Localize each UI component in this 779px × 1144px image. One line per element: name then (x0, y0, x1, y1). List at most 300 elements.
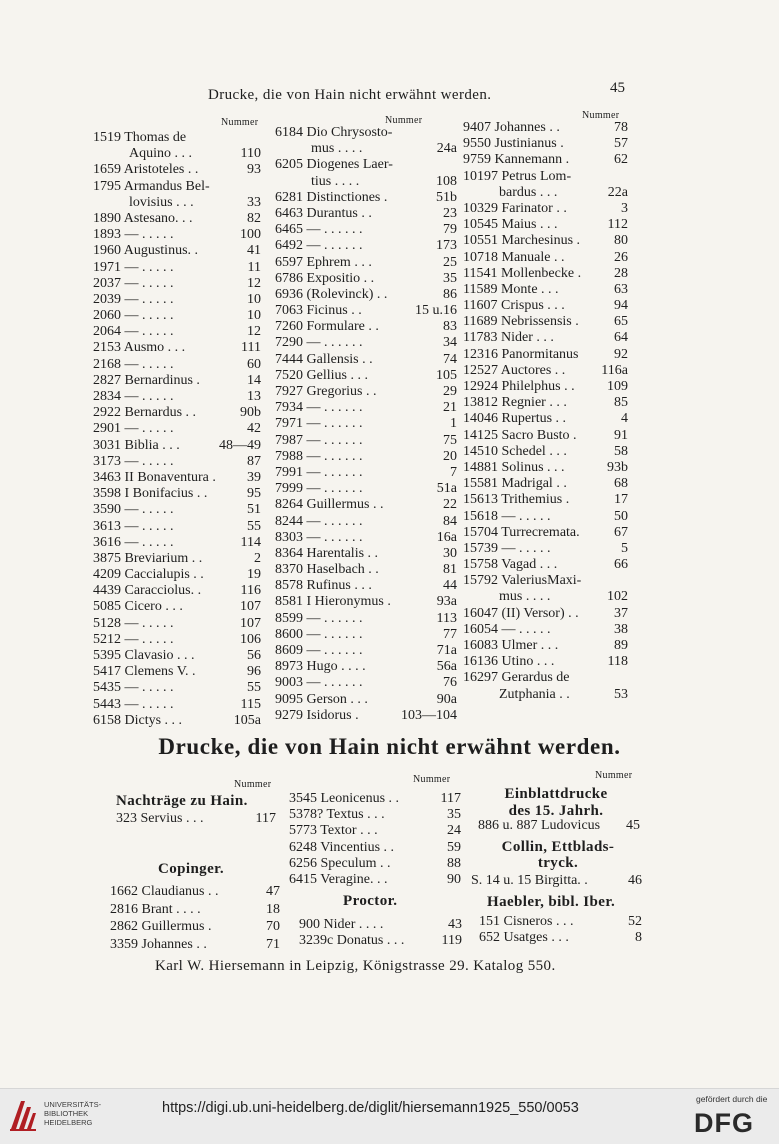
entry-number: 65 (614, 314, 628, 330)
index-entry (275, 352, 457, 368)
heading-copinger: Copinger. (158, 861, 224, 877)
entry-number: 25 (443, 254, 457, 270)
entry-label: 8581 I Hieronymus . (275, 594, 391, 610)
index-entry (463, 298, 628, 314)
entry-number: 19 (247, 567, 261, 583)
entry-number: 105 (436, 367, 457, 383)
index-entry (463, 476, 628, 492)
entry-label: 7971 — . . . . . . (275, 416, 363, 432)
index-entry (93, 502, 261, 518)
entry-number: 63 (614, 281, 628, 297)
index-entry (93, 697, 261, 713)
collin-list (471, 873, 642, 889)
entry-number: 53 (614, 686, 628, 702)
entry-number: 116a (601, 362, 628, 378)
entry-label: 900 Nider . . . . (299, 917, 384, 932)
entry-label: 3359 Johannes . . (110, 936, 207, 952)
entry-number: 83 (443, 319, 457, 335)
entry-number: 55 (247, 680, 261, 696)
index-entry (463, 379, 628, 395)
heading-haebler: Haebler, bibl. Iber. (487, 894, 616, 910)
entry-number: 173 (436, 238, 457, 254)
entry-number: 42 (247, 421, 261, 437)
entry-label: 1890 Astesano. . . (93, 210, 193, 226)
entry-number: 13 (247, 389, 261, 404)
index-entry (479, 930, 642, 946)
entry-label: 2168 — . . . . . (93, 356, 174, 372)
entry-label: 6281 Distinctiones . (275, 189, 388, 205)
index-entry (289, 807, 461, 823)
entry-label: 4209 Caccialupis . . (93, 567, 204, 583)
index-entry (463, 233, 628, 249)
index-entry (275, 190, 457, 206)
entry-label: 9003 — . . . . . . (275, 675, 363, 691)
entry-label: 10197 Petrus Lom- (463, 168, 572, 184)
index-column-3 (463, 120, 628, 703)
index-entry (116, 811, 276, 827)
entry-label: 5085 Cicero . . . (93, 599, 183, 615)
entry-label: 7063 Ficinus . . (275, 303, 362, 319)
entry-number: 116 (240, 583, 261, 599)
index-entry (275, 675, 457, 691)
entry-number: 33 (247, 194, 261, 210)
entry-label: 6786 Expositio . . (275, 270, 375, 286)
entry-number: 88 (447, 855, 461, 871)
entry-number: 24 (447, 823, 461, 839)
entry-label: 5212 — . . . . . (93, 631, 174, 647)
entry-number: 90a (436, 691, 457, 707)
index-entry (93, 664, 261, 680)
entry-number: 93 (247, 162, 261, 178)
index-entry (275, 465, 457, 481)
dfg-logo[interactable]: DFG (694, 1108, 754, 1138)
entry-number: 80 (614, 233, 628, 249)
entry-label: 15704 Turrecremata. (463, 524, 580, 540)
entry-number: 76 (443, 675, 457, 691)
publisher-footer: Karl W. Hiersemann in Leipzig, Königstrasse 29. Katalog 550. (155, 958, 556, 974)
entry-number: 67 (614, 524, 628, 540)
middle-list (289, 791, 461, 888)
index-entry (93, 340, 261, 356)
index-entry (93, 405, 261, 421)
entry-number: 93b (607, 459, 628, 475)
entry-number: 107 (240, 615, 261, 631)
index-entry (275, 708, 457, 724)
index-entry (275, 546, 457, 562)
entry-number: 108 (436, 173, 457, 189)
index-entry (93, 438, 261, 454)
index-entry (463, 169, 628, 185)
entry-number: 5 (621, 540, 628, 556)
heading-line: Collin, Ettblads- (501, 839, 615, 855)
entry-number: 29 (443, 384, 457, 399)
index-entry (93, 324, 261, 340)
entry-label: 6184 Dio Chrysosto- (275, 125, 393, 140)
index-entry (289, 840, 461, 856)
heading-proctor: Proctor. (343, 893, 398, 909)
entry-label: 3616 — . . . . . (93, 534, 174, 550)
entry-label: 6463 Durantus . . (275, 205, 372, 221)
entry-label: 11783 Nider . . . (463, 330, 554, 346)
entry-number: 12 (247, 324, 261, 340)
entry-label: 10545 Maius . . . (463, 217, 558, 233)
nachtraege-list (116, 811, 276, 827)
entry-number: 37 (614, 605, 628, 621)
entry-number: 107 (240, 599, 261, 615)
entry-label: 3239c Donatus . . . (299, 933, 405, 949)
entry-label: 2901 — . . . . . (93, 421, 174, 437)
entry-number: 93a (436, 594, 457, 610)
index-entry (463, 509, 628, 525)
library-emblem-icon (8, 1097, 38, 1133)
entry-number: 3 (621, 200, 628, 216)
entry-label: 2827 Bernardinus . (93, 372, 200, 388)
entry-label: 11589 Monte . . . (463, 281, 559, 297)
entry-number: 119 (441, 933, 462, 949)
entry-number: 43 (448, 917, 462, 932)
permalink-url[interactable]: https://digi.ub.uni-heidelberg.de/diglit/hiersemann1925_550/0053 (162, 1100, 579, 1116)
entry-label: 1662 Claudianus . . (110, 884, 219, 899)
entry-label: 5417 Clemens V. . (93, 664, 196, 680)
entry-number: 90 (447, 871, 461, 887)
entry-label: 8370 Haselbach . . (275, 562, 379, 578)
index-entry (463, 492, 628, 508)
entry-number: 41 (247, 243, 261, 259)
entry-number: 51 (247, 502, 261, 518)
entry-number: 78 (614, 120, 628, 135)
entry-label: 7444 Gallensis . . (275, 351, 373, 367)
index-entry (463, 638, 628, 654)
entry-number: 56 (247, 648, 261, 663)
index-entry (93, 162, 261, 178)
index-entry (463, 606, 628, 622)
entry-label: 2816 Brant . . . . (110, 901, 201, 917)
index-entry (110, 936, 280, 954)
entry-label: 15613 Trithemius . (463, 492, 570, 508)
section-title: Drucke, die von Hain nicht erwähnt werden. (158, 734, 621, 759)
index-entry (275, 611, 457, 627)
index-entry (93, 535, 261, 551)
entry-number: 70 (266, 919, 280, 934)
index-entry (93, 470, 261, 486)
entry-label: 8600 — . . . . . . (275, 626, 363, 642)
library-name-line: HEIDELBERG (44, 1118, 93, 1127)
index-entry (463, 573, 628, 589)
index-entry (93, 567, 261, 583)
index-entry (463, 347, 628, 363)
entry-label: 16136 Utino . . . (463, 654, 555, 670)
index-entry (93, 421, 261, 437)
index-entry (463, 266, 628, 282)
entry-label: 11541 Mollenbecke . (463, 265, 582, 281)
index-entry (463, 136, 628, 152)
entry-number: 20 (443, 448, 457, 464)
entry-label: 12527 Auctores . . (463, 362, 566, 378)
entry-label: 652 Usatges . . . (479, 930, 569, 946)
heading-collin (478, 839, 638, 871)
entry-number: 66 (614, 557, 628, 573)
index-entry (463, 411, 628, 427)
index-entry (479, 914, 642, 930)
index-column-2 (275, 125, 457, 724)
index-entry (275, 562, 457, 578)
entry-label: 6248 Vincentius . . (289, 839, 395, 855)
entry-number: 4 (621, 411, 628, 427)
entry-number: 112 (607, 217, 628, 233)
entry-number: 21 (443, 400, 457, 416)
entry-number: 74 (443, 351, 457, 367)
index-entry (463, 152, 628, 168)
entry-number: 96 (247, 664, 261, 680)
entry-number: 118 (607, 654, 628, 670)
index-entry (93, 260, 261, 276)
index-entry (275, 141, 457, 157)
index-entry (275, 497, 457, 513)
entry-number: 71 (266, 936, 280, 952)
entry-label: 15758 Vagad . . . (463, 557, 558, 573)
entry-label: 8599 — . . . . . . (275, 610, 363, 626)
index-entry (93, 195, 261, 211)
index-entry (463, 120, 628, 136)
entry-number: 79 (443, 222, 457, 238)
index-entry (93, 146, 261, 162)
index-entry (93, 227, 261, 243)
index-entry (93, 308, 261, 324)
entry-label: 3173 — . . . . . (93, 453, 174, 469)
entry-label: 2834 — . . . . . (93, 389, 174, 404)
entry-label: 5435 — . . . . . (93, 680, 174, 696)
index-entry (463, 201, 628, 217)
entry-label: 16047 (II) Versor) . . (463, 605, 579, 621)
column-header-nummer: Nummer (413, 774, 451, 785)
index-entry (275, 157, 457, 173)
column-header-nummer: Nummer (221, 117, 259, 128)
index-entry (275, 659, 457, 675)
entry-number: 81 (443, 562, 457, 578)
index-entry (93, 648, 261, 664)
entry-label: 8244 — . . . . . . (275, 513, 363, 529)
entry-number: 57 (614, 136, 628, 152)
entry-label: 2037 — . . . . . (93, 275, 174, 291)
entry-number: 117 (440, 791, 461, 806)
index-entry (93, 179, 261, 195)
entry-label: Zutphania . . (499, 686, 570, 702)
proctor-list (299, 917, 462, 949)
entry-label: 3463 II Bonaventura . (93, 469, 216, 485)
entry-label: 3613 — . . . . . (93, 518, 174, 534)
entry-number: 47 (266, 884, 280, 899)
entry-number: 86 (443, 286, 457, 302)
entry-label: 8609 — . . . . . . (275, 643, 363, 658)
index-entry (289, 872, 461, 888)
entry-label: mus . . . . (311, 141, 363, 157)
entry-number: 106 (240, 631, 261, 647)
entry-number: 7 (450, 464, 457, 480)
index-entry (463, 541, 628, 557)
entry-number: 1 (450, 416, 457, 432)
index-entry (463, 460, 628, 476)
index-entry (463, 525, 628, 541)
entry-number: 103—104 (401, 707, 457, 723)
index-entry (275, 594, 457, 610)
index-entry (289, 856, 461, 872)
entry-number: 85 (614, 395, 628, 411)
entry-number: 16a (436, 529, 457, 545)
column-header-nummer: Nummer (595, 770, 633, 781)
entry-label: S. 14 u. 15 Birgitta. . (471, 873, 588, 888)
entry-number: 102 (607, 589, 628, 605)
index-entry (275, 335, 457, 351)
entry-number: 35 (447, 807, 461, 823)
entry-label: 3598 I Bonifacius . . (93, 486, 208, 502)
index-entry (275, 368, 457, 384)
index-entry (463, 217, 628, 233)
entry-number: 90b (240, 405, 261, 421)
entry-label: 2064 — . . . . . (93, 324, 174, 340)
index-entry (93, 616, 261, 632)
index-entry (110, 918, 280, 936)
entry-number: 30 (443, 545, 457, 561)
index-entry (463, 185, 628, 201)
entry-number: 117 (255, 811, 276, 826)
entry-label: 14881 Solinus . . . (463, 459, 565, 475)
entry-number: 109 (607, 379, 628, 394)
column-header-nummer: Nummer (582, 110, 620, 121)
index-entry (93, 243, 261, 259)
index-entry (275, 578, 457, 594)
entry-number: 105a (233, 712, 261, 728)
entry-label: 8364 Harentalis . . (275, 545, 379, 561)
entry-label: 1893 — . . . . . (93, 227, 174, 243)
index-entry (275, 692, 457, 708)
index-entry (299, 933, 462, 949)
index-entry (275, 255, 457, 271)
index-entry (110, 883, 280, 901)
entry-label: bardus . . . (499, 184, 558, 200)
index-entry (93, 486, 261, 502)
index-entry (93, 551, 261, 567)
entry-label: 7991 — . . . . . . (275, 464, 363, 480)
page-number: 45 (610, 80, 625, 96)
entry-label: 16297 Gerardus de (463, 670, 570, 686)
entry-number: 22 (443, 497, 457, 513)
entry-number: 64 (614, 330, 628, 346)
entry-number: 48—49 (219, 437, 261, 453)
entry-label: mus . . . . (499, 589, 551, 605)
entry-label: 16054 — . . . . . (463, 621, 551, 637)
entry-label: 7934 — . . . . . . (275, 400, 363, 416)
index-entry (275, 125, 457, 141)
entry-label: tius . . . . (311, 173, 360, 189)
entry-number: 10 (247, 291, 261, 307)
heading-line: tryck. (537, 855, 579, 871)
index-entry (93, 583, 261, 599)
entry-number: 8 (635, 930, 642, 946)
entry-number: 113 (436, 610, 457, 626)
entry-number: 77 (443, 626, 457, 642)
entry-label: 8303 — . . . . . . (275, 529, 363, 545)
index-entry (463, 670, 628, 686)
entry-number: 84 (443, 513, 457, 529)
index-entry (463, 428, 628, 444)
entry-label: 5128 — . . . . . (93, 615, 174, 631)
index-entry (275, 206, 457, 222)
entry-label: 1519 Thomas de (93, 130, 187, 145)
entry-label: 10329 Farinator . . (463, 200, 567, 216)
entry-number: 23 (443, 205, 457, 221)
entry-number: 45 (626, 818, 640, 833)
entry-label: 6158 Dictys . . . (93, 712, 183, 728)
entry-label: 5395 Clavasio . . . (93, 648, 195, 663)
copinger-list (110, 883, 280, 953)
library-logo[interactable] (8, 1097, 148, 1137)
entry-label: 3590 — . . . . . (93, 502, 174, 518)
entry-number: 62 (614, 152, 628, 168)
index-entry (289, 823, 461, 839)
entry-label: 6465 — . . . . . . (275, 222, 363, 238)
index-entry (463, 557, 628, 573)
entry-label: 3875 Breviarium . . (93, 550, 203, 566)
einblatt-list (478, 818, 640, 834)
index-entry (463, 589, 628, 605)
entry-number: 51b (436, 189, 457, 205)
index-entry (93, 357, 261, 373)
index-entry (93, 632, 261, 648)
entry-label: 7927 Gregorius . . (275, 384, 377, 399)
index-entry (478, 818, 640, 834)
index-entry (275, 416, 457, 432)
index-entry (110, 901, 280, 919)
entry-label: 9095 Gerson . . . (275, 691, 368, 707)
entry-number: 52 (628, 914, 642, 929)
index-entry (93, 211, 261, 227)
entry-label: 12316 Panormitanus (463, 346, 579, 362)
entry-label: 3545 Leonicenus . . (289, 791, 400, 806)
entry-number: 14 (247, 372, 261, 388)
index-entry (93, 454, 261, 470)
entry-label: 11607 Crispus . . . (463, 298, 565, 314)
entry-number: 44 (443, 578, 457, 594)
index-entry (275, 400, 457, 416)
entry-label: 10718 Manuale . . (463, 249, 565, 265)
entry-label: 7987 — . . . . . . (275, 432, 363, 448)
entry-number: 11 (247, 259, 261, 275)
entry-label: 7520 Gellius . . . (275, 367, 368, 383)
index-entry (463, 314, 628, 330)
entry-label: 10551 Marchesinus . (463, 233, 581, 249)
entry-number: 35 (443, 270, 457, 286)
index-entry (275, 481, 457, 497)
index-entry (463, 687, 628, 703)
entry-number: 115 (240, 696, 261, 712)
entry-number: 87 (247, 453, 261, 469)
index-entry (275, 449, 457, 465)
index-entry (275, 174, 457, 190)
entry-label: 7999 — . . . . . . (275, 481, 363, 497)
entry-number: 75 (443, 432, 457, 448)
index-entry (275, 319, 457, 335)
entry-number: 26 (614, 249, 628, 265)
index-entry (93, 519, 261, 535)
index-entry (93, 373, 261, 389)
entry-label: Aquino . . . (129, 146, 192, 162)
entry-number: 71a (436, 643, 457, 658)
entry-number: 34 (443, 335, 457, 351)
entry-label: 323 Servius . . . (116, 811, 204, 826)
entry-label: 6597 Ephrem . . . (275, 254, 372, 270)
entry-label: 6415 Veragine. . . (289, 871, 388, 887)
entry-label: 9550 Justinianus . (463, 136, 564, 152)
